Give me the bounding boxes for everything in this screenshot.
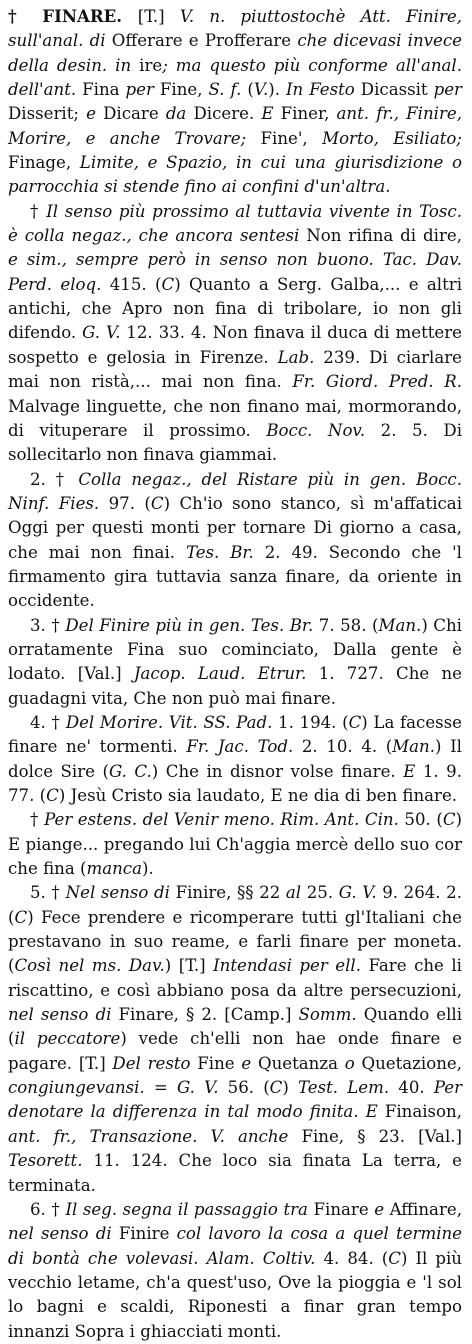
text-run: Dicere. [193,104,262,124]
italic-run: S. f. [208,80,248,100]
italic-run: per [433,80,462,100]
italic-run: Per denotare la differenza in tal modo finita. E [8,1078,462,1122]
text-run: 11. 124. Che loco sia finata La terra, e terminata. [8,1151,462,1195]
text-run: Quando elli ( [8,1005,462,1049]
text-run: ) Jesù Cristo sia laudato, E ne dia di ben finare. [58,786,458,805]
sense-5-paragraph [8,881,462,1197]
italic-run: Somm. [298,1005,364,1025]
text-run: 3. † [30,615,66,635]
italic-run: G. C. [108,761,152,781]
text-run: 415. ( [109,274,162,294]
text-run: Fine, [159,80,209,100]
italic-run: C [46,786,59,805]
text-run: 6. † [30,1199,66,1219]
italic-run: e sim., sempre però in senso non buono. Tac. Dav. Perd. eloq. [8,250,462,294]
italic-run: V. n. piuttostochè Att. Finire, sull'anal. di [8,7,462,51]
italic-run: C [269,1078,283,1098]
sense-6-paragraph [8,1198,462,1344]
sense-3-paragraph [8,614,462,711]
text-run: ) Il più vecchio letame, ch'a quest'uso, Ove la pioggia e 'l sol lo bagni e scaldi, Riponesti a finar gran tempo innanzi Sopra i ghiacciati monti. [8,1248,462,1341]
text-run: Disserit; [8,104,87,124]
text-run: Quetanza [257,1053,345,1073]
italic-run: col lavoro la cosa a quel termine di bontà che volevasi. Alam. Coltiv. [8,1224,463,1268]
sense-2-paragraph [8,468,462,614]
text-run: ) Il dolce Sire ( [8,737,462,781]
italic-run: Tesorett. [8,1151,94,1171]
italic-run: G. V. [338,883,383,903]
text-run: Non rifina di dire, [306,226,462,246]
italic-run: nel senso di [8,1224,119,1244]
text-run: ) Fece prendere e ricomperare tutti gl'Italiani che prestavano in suo reame, e farli finare per moneta. ( [8,907,462,976]
italic-run: Limite, e Spazio, in cui una giurisdizione o parrocchia si stende fino ai confini d'un'altra. [8,153,462,197]
text-run: ). [142,859,154,879]
italic-run: da [165,104,194,124]
italic-run: al [285,883,307,903]
text-run: ) Ch'io sono stanco, sì m'affaticai Oggi per questi monti per tornare Di giorno a casa, che mai non finai. [8,493,463,562]
italic-run: Morto, Esiliato; [322,128,462,148]
text-run: ( [247,80,254,100]
text-run: ) [282,1078,299,1098]
text-run: 4. † [30,712,66,732]
italic-run: C [161,274,175,294]
text-run: Finare, § 2. [Camp.] [118,1005,299,1025]
text-run: 97. ( [108,493,151,513]
text-run: Fine', [260,128,323,148]
text-run: 1. 9. 77. ( [8,761,463,805]
italic-run: G. V. [82,323,127,343]
text-run: † [30,201,47,221]
text-run: 4. 84. ( [323,1248,389,1268]
italic-run: manca [86,859,142,879]
text-run: Fine, § 23. [Val.] [301,1126,462,1146]
text-run: Malvage linguette, che non finano mai, mormorando, di vituperare il prossimo. [8,396,462,440]
italic-run: V. [253,80,269,100]
text-run: ) Che in disnor volse finare. [151,761,404,781]
italic-run: ant. fr., Finire, Morire, e anche Trovare; [8,104,462,148]
italic-run: nel senso di [8,1005,119,1025]
italic-run: Del resto [112,1053,198,1073]
text-run: ) [T.] [164,956,214,976]
italic-run: il peccatore [14,1029,121,1049]
sense-1-paragraph [8,200,462,468]
italic-run: Il senso più prossimo al tuttavia vivente in Tosc. è colla negaz., che ancora sentesi [8,201,462,246]
text-run: 50. ( [404,810,443,830]
text-run: 25. [306,883,339,903]
italic-run: E [403,761,423,781]
italic-run: Il seg. segna il passaggio tra [65,1199,314,1219]
italic-run: E [261,104,281,124]
text-run: ) Quanto a Serg. Galba,... e altri antichi, che Apro non fina di tribolare, io non gli difendo. [8,274,463,343]
text-run: Finire, §§ 22 [175,883,286,903]
text-run: 7. 58. ( [318,615,379,635]
text-run: 2. 49. Secondo che 'l firmamento gira tuttavia sanza finare, da oriente in occidente. [8,542,462,611]
text-run: 239. Di ciarlare mai non ristà,... mai non fina. [8,347,462,392]
italic-run: Man. [392,737,436,757]
text-run: † [30,810,45,830]
italic-run: o [344,1053,362,1073]
text-run: ire [139,55,163,75]
italic-run: C [388,1248,401,1268]
text-run: 1. 727. Che ne guadagni vita, Che non può mai finare. [8,664,462,708]
text-run: 1. 194. ( [278,712,349,732]
italic-run: Intendasi per ell. [213,956,369,976]
italic-run: Lab. [277,347,324,367]
italic-run: C [150,493,164,513]
italic-run: ; ma questo più conforme all'anal. dell'ant. [8,55,462,100]
italic-run: Test. Lem. [298,1078,399,1098]
text-run: 56. ( [227,1078,270,1098]
text-run: Fare che li riscattino, e così abbiano posa da altre persecuzioni, [8,956,462,1000]
italic-run: congiungevansi. = G. V. [8,1078,228,1098]
text-run: Finage, [8,153,80,173]
italic-run: C [442,810,456,830]
text-run: 5. † [30,883,66,903]
text-run: 9. 264. 2. ( [8,883,463,927]
italic-run: C [348,712,362,732]
text-run: Finire [118,1224,177,1244]
italic-run: Fr. Jac. Tod. [186,737,302,757]
italic-run: Fr. Giord. Pred. R. [292,372,462,392]
text-run: Dicare [103,104,166,124]
text-run: Dicassit [360,80,434,100]
headword: † FINARE. [8,6,138,26]
text-run: 2. 5. Di sollecitarlo non finava giammai. [8,420,463,465]
text-run: Finaison, [384,1102,462,1122]
italic-run: per [125,80,160,100]
text-run: Fina [82,80,126,100]
text-run: 12. 33. 4. Non finava il duca di mettere sospetto e gelosia in Firenze. [8,323,462,367]
italic-run: e [86,104,104,124]
text-run: 40. [398,1078,434,1098]
italic-run: Del Morire. Vit. SS. Pad. [65,712,279,732]
italic-run: Tes. Br. [185,542,265,562]
italic-run: Colla negaz., del Ristare più in gen. Bocc. Ninf. Fies. [8,469,462,513]
italic-run: Jacop. Laud. Etrur. [133,664,319,684]
text-run: 2. 10. 4. ( [301,737,393,757]
text-run: ) Chi orratamente Fina suo cominciato, Dalla gente è lodato. [Val.] [8,615,462,684]
italic-run: In Festo [285,80,361,100]
text-run: ) E piange... pregando lui Ch'aggia mercè dello suo cor che fina ( [8,810,462,879]
text-run: [T.] [137,7,180,26]
italic-run: Nel senso di [65,883,176,903]
text-run: Offerare e Profferare [111,31,298,51]
italic-run: che dicevasi invece della desin. in [8,31,462,75]
text-run: ) La facesse finare ne' tormenti. [8,712,462,757]
entry-headword-paragraph [8,4,462,200]
text-run: Affinare, [389,1199,462,1219]
text-run: ). [268,80,286,100]
text-run: Quetazione, [361,1053,462,1073]
text-run: Finare [313,1199,375,1219]
italic-run: C [14,907,28,927]
text-run: ) vede ch'elli non hae onde finare e pagare. [T.] [8,1029,462,1073]
italic-run: Così nel ms. Dav. [14,956,165,976]
italic-run: Per estens. del Venir meno. Rim. Ant. Cin. [44,810,405,830]
italic-run: ant. fr., Transazione. V. anche [8,1126,302,1146]
italic-run: Man. [378,615,422,635]
text-run: 2. † [30,469,79,489]
text-run: Fine [197,1053,242,1073]
sense-4-extension-paragraph [8,808,462,881]
italic-run: Bocc. Nov. [266,420,381,440]
italic-run: Del Finire più in gen. Tes. Br. [65,615,319,635]
italic-run: e [374,1199,390,1219]
dictionary-entry-finare [8,4,462,1344]
italic-run: e [241,1053,258,1073]
text-run: Finer, [280,104,337,124]
sense-4-paragraph [8,711,462,808]
